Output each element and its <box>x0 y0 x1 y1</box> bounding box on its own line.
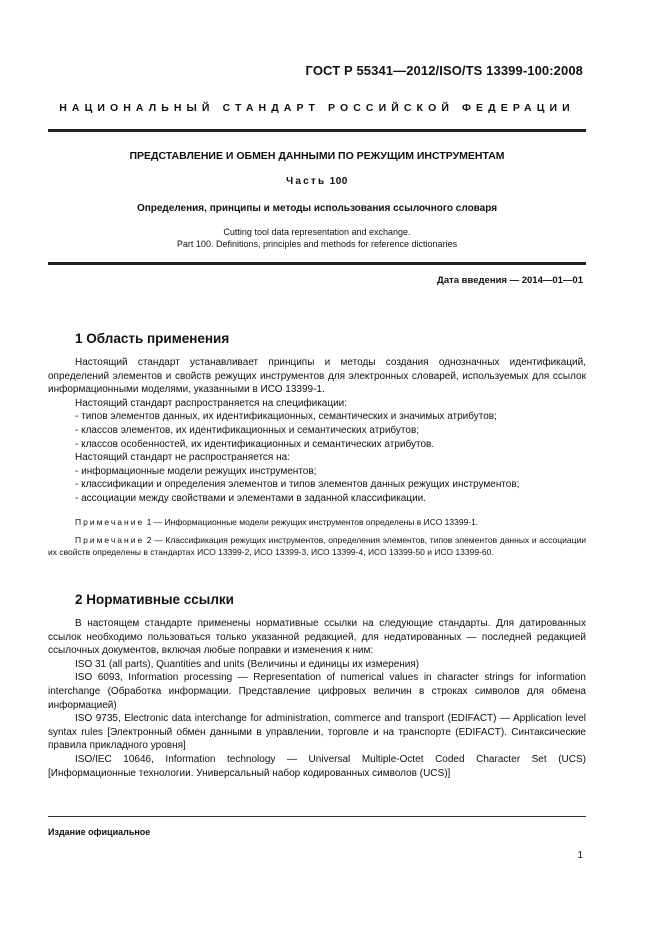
edition-label: Издание официальное <box>48 827 151 837</box>
section-2-paragraph: В настоящем стандарте применены нормативные ссылки на следующие стандарты. Для датированных ссылок необходимо пользоваться только указанной редакцией, для недатированных — последней редакцией ссылочных документов, включая любые поправки и изменения к ним: <box>48 618 586 657</box>
section-1-paragraph: Настоящий стандарт не распространяется на: <box>75 452 290 464</box>
footer-divider <box>48 816 586 817</box>
standard-title: ПРЕДСТАВЛЕНИЕ И ОБМЕН ДАННЫМИ ПО РЕЖУЩИМ ИНСТРУМЕНТАМ <box>129 150 505 162</box>
list-item: - классов элементов, их идентификационных и семантических атрибутов; <box>75 424 420 436</box>
section-2-heading: 2 Нормативные ссылки <box>75 592 234 607</box>
page-number: 1 <box>577 850 583 861</box>
list-item: - типов элементов данных, их идентификационных, семантических и значимых атрибутов; <box>75 411 497 423</box>
reference-item: ISO 6093, Information processing — Representation of numerical values in character strings for information interchange (Обработка информации. Представление цифровых величин в строках символов для обмена информацией) <box>48 672 586 711</box>
list-item: - классов особенностей, их идентификационных и семантических атрибутов. <box>75 438 435 450</box>
note-label: Примечание <box>75 517 145 527</box>
list-item: - информационные модели режущих инструментов; <box>75 465 317 477</box>
english-title-line-1: Cutting tool data representation and exchange. <box>223 227 411 237</box>
part-word: Часть <box>286 176 327 187</box>
part-line <box>48 176 586 187</box>
note-text: 1 — Информационные модели режущих инструментов определены в ИСО 13399-1. <box>144 517 479 527</box>
section-1-paragraph: Настоящий стандарт устанавливает принципы и методы создания однозначных идентификаций, определений элементов и свойств режущих инструментов для электронных словарей, используемых для ссылок информационными моделями, указанными в ИСО 13399-1. <box>48 357 586 396</box>
top-divider <box>48 129 586 132</box>
section-2-body <box>48 617 586 780</box>
english-title-line-2: Part 100. Definitions, principles and methods for reference dictionaries <box>176 239 458 249</box>
note-1 <box>48 517 586 529</box>
note-text: 2 — Классификация режущих инструментов, определения элементов, типов элементов данных и ассоциации их свойств определены в стандартах ИСО 13399-2, ИСО 13399-3, ИСО 13399-4, ИСО 13399-50 и ИСО 13399-60. <box>48 535 586 557</box>
note-2 <box>48 535 586 558</box>
note-label: Примечание <box>75 535 145 545</box>
section-1-paragraph: Настоящий стандарт распространяется на спецификации: <box>75 397 348 409</box>
part-number: 100 <box>329 176 348 187</box>
list-item: - ассоциации между свойствами и элементами в заданной классификации. <box>75 492 427 504</box>
standard-subtitle: Определения, принципы и методы использования ссылочного словаря <box>136 203 498 214</box>
section-1-body <box>48 356 586 506</box>
english-title <box>48 226 586 250</box>
section-1-heading: 1 Область применения <box>75 331 230 346</box>
title-divider <box>48 262 586 265</box>
document-code: ГОСТ Р 55341—2012/ISO/TS 13399-100:2008 <box>305 63 583 78</box>
introduction-date: Дата введения — 2014—01—01 <box>437 275 583 286</box>
list-item: - классификации и определения элементов и типов элементов данных режущих инструментов; <box>75 479 520 491</box>
reference-item: ISO/IEC 10646, Information technology — Universal Multiple-Octet Coded Character Set (UCS) [Информационные технологии. Универсальный набор кодированных символов (UCS)] <box>48 753 586 779</box>
national-standard-title: НАЦИОНАЛЬНЫЙ СТАНДАРТ РОССИЙСКОЙ ФЕДЕРАЦИИ <box>59 102 575 114</box>
reference-item: ISO 31 (all parts), Quantities and units (Величины и единицы их измерения) <box>75 658 420 670</box>
reference-item: ISO 9735, Electronic data interchange for administration, commerce and transport (EDIFACT) — Application level syntax rules [Электронный обмен данными в управлении, торговле и на транспорте (EDIFACT). Синтаксические правила прикладного уровня] <box>48 713 586 752</box>
